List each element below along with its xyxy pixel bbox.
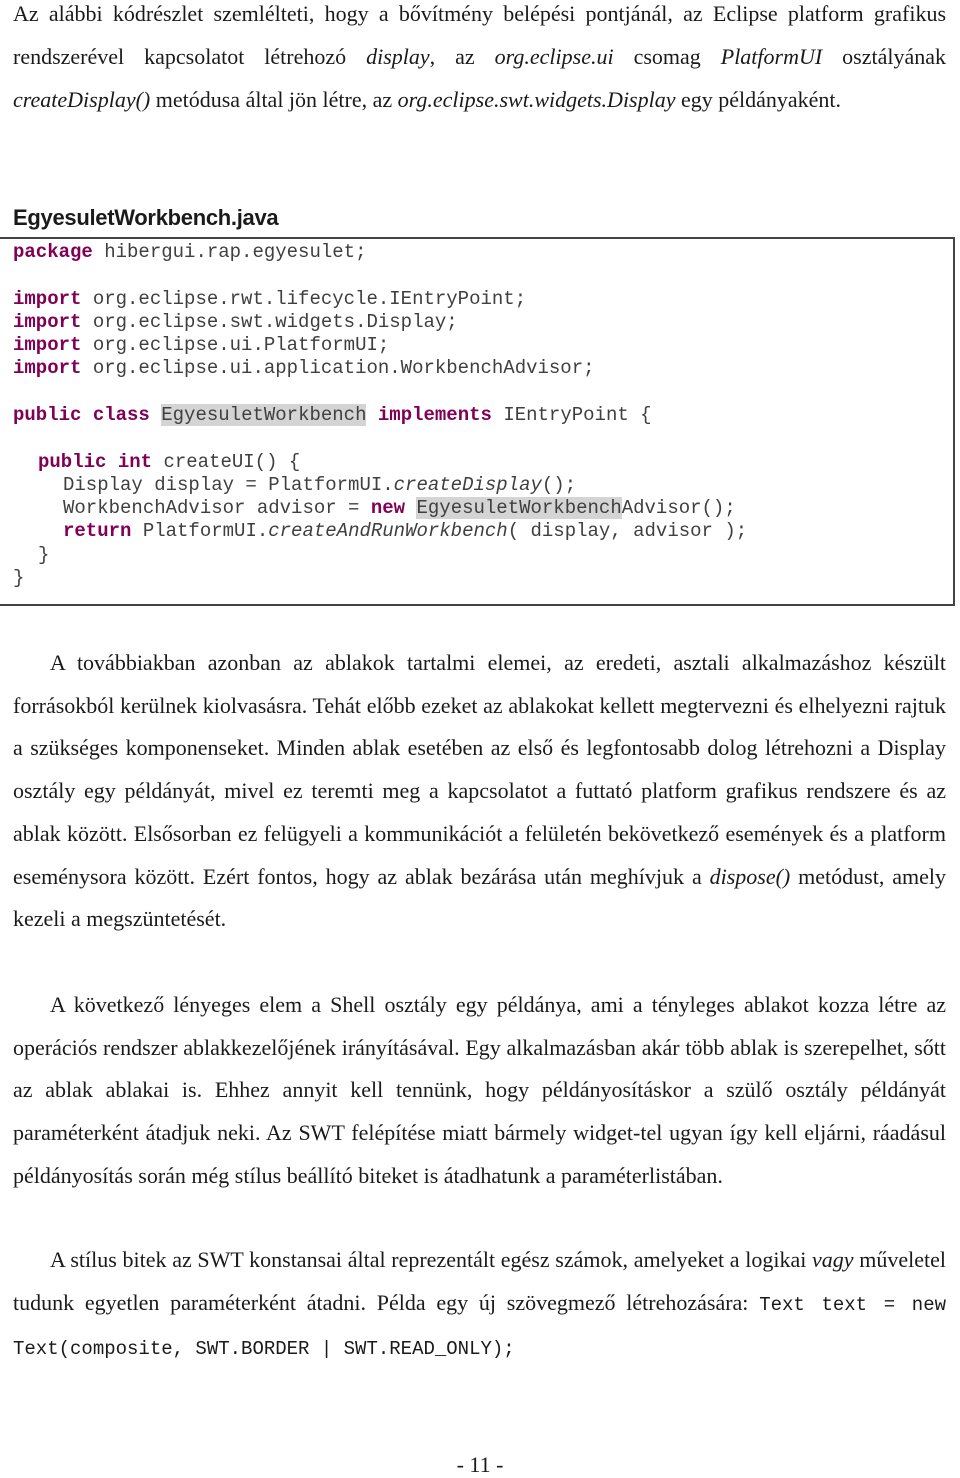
intro-package-term: org.eclipse.ui xyxy=(494,44,614,69)
intro-paragraph: Az alábbi kódrészlet szemlélteti, hogy a bővítmény belépési pontjánál, az Eclipse platform grafikus rendszerével kapcsolatot létrehozó display, az org.eclipse.ui csomag PlatformUI osztályának createDisplay() metódusa által jön létre, az org.eclipse.swt.widgets.Display egy példányaként. xyxy=(13,1,947,112)
intro-method-term: createDisplay() xyxy=(13,87,151,112)
code-line-import-3: import org.eclipse.ui.PlatformUI; xyxy=(13,334,390,356)
code-line-package: package hibergui.rap.egyesulet; xyxy=(13,241,367,263)
code-line-import-4: import org.eclipse.ui.application.WorkbenchAdvisor; xyxy=(13,357,595,379)
paragraph-shell: A következő lényeges elem a Shell osztály egy példánya, ami a tényleges ablakot kozza létre az operációs rendszer ablakkezelőjének irányításával. Egy alkalmazásban akár több ablak is szerepelhet, sőtt az ablak ablakai is. Ehhez annyit kell tennünk, hogy példányosításkor a szülő osztály példányát paraméterként átadjuk neki. Az SWT felépítése miatt bármely widget-tel ugyan így kell eljárni, ráadásul példányosítás során még stílus beállító biteket is átadhatunk a paraméterlistában. xyxy=(13,992,946,1188)
inline-code-example: Text text = new Text(composite, SWT.BORDER | SWT.READ_ONLY); xyxy=(13,1293,947,1361)
code-line-class-decl: public class EgyesuletWorkbench implements IEntryPoint { xyxy=(13,404,652,426)
code-line-advisor: WorkbenchAdvisor advisor = new EgyesuletWorkbenchAdvisor(); xyxy=(63,497,736,519)
code-line-return: return PlatformUI.createAndRunWorkbench( display, advisor ); xyxy=(63,520,748,542)
code-line-import-2: import org.eclipse.swt.widgets.Display; xyxy=(13,311,458,333)
code-line-import-1: import org.eclipse.rwt.lifecycle.IEntryPoint; xyxy=(13,288,527,310)
code-line-class-close: } xyxy=(13,567,25,589)
dispose-method-term: dispose() xyxy=(709,863,791,889)
paragraph-display: A továbbiakban azonban az ablakok tartalmi elemei, az eredeti, asztali alkalmazáshoz készült forrásokból kerülnek kiolvasásra. Tehát előbb ezeket az ablakokat kellett megtervezni és elhelyezni rajtuk a szükséges komponenseket. Minden ablak esetében az első és legfontosabb dolog létrehozni a Display osztály egy példányát, mivel ez teremti meg a kapcsolatot a futtató platform grafikus rendszere és az ablak között. Elsősorban ez felügyeli a kommunikációt a felületén bekövetkező események és a platform eseménysora között. Ezért fontos, hogy az ablak bezárása után meghívjuk a dispose() metódust, amely kezeli a megszüntetését. xyxy=(13,650,946,932)
paragraph-style-bits: A stílus bitek az SWT konstansai által reprezentált egész számok, amelyeket a logikai vagy műveletel tudunk egyetlen paraméterként átadni. Példa egy új szövegmező létrehozására: Text text = new Text(composite, SWT.BORDER | SWT.READ_ONLY); xyxy=(13,1247,947,1361)
highlighted-advisor-name: EgyesuletWorkbench xyxy=(416,497,622,519)
page-number: - 11 - xyxy=(456,1452,504,1477)
intro-display-class-term: org.eclipse.swt.widgets.Display xyxy=(397,87,676,112)
intro-display-term: display xyxy=(366,44,430,69)
intro-class-term: PlatformUI xyxy=(720,44,823,69)
code-line-method-close: } xyxy=(38,544,50,566)
highlighted-class-name: EgyesuletWorkbench xyxy=(161,404,367,426)
code-line-display: Display display = PlatformUI.createDisplay(); xyxy=(63,474,577,496)
code-file-title: EgyesuletWorkbench.java xyxy=(13,205,279,230)
code-line-method-decl: public int createUI() { xyxy=(38,451,301,473)
vagy-term: vagy xyxy=(812,1247,854,1272)
